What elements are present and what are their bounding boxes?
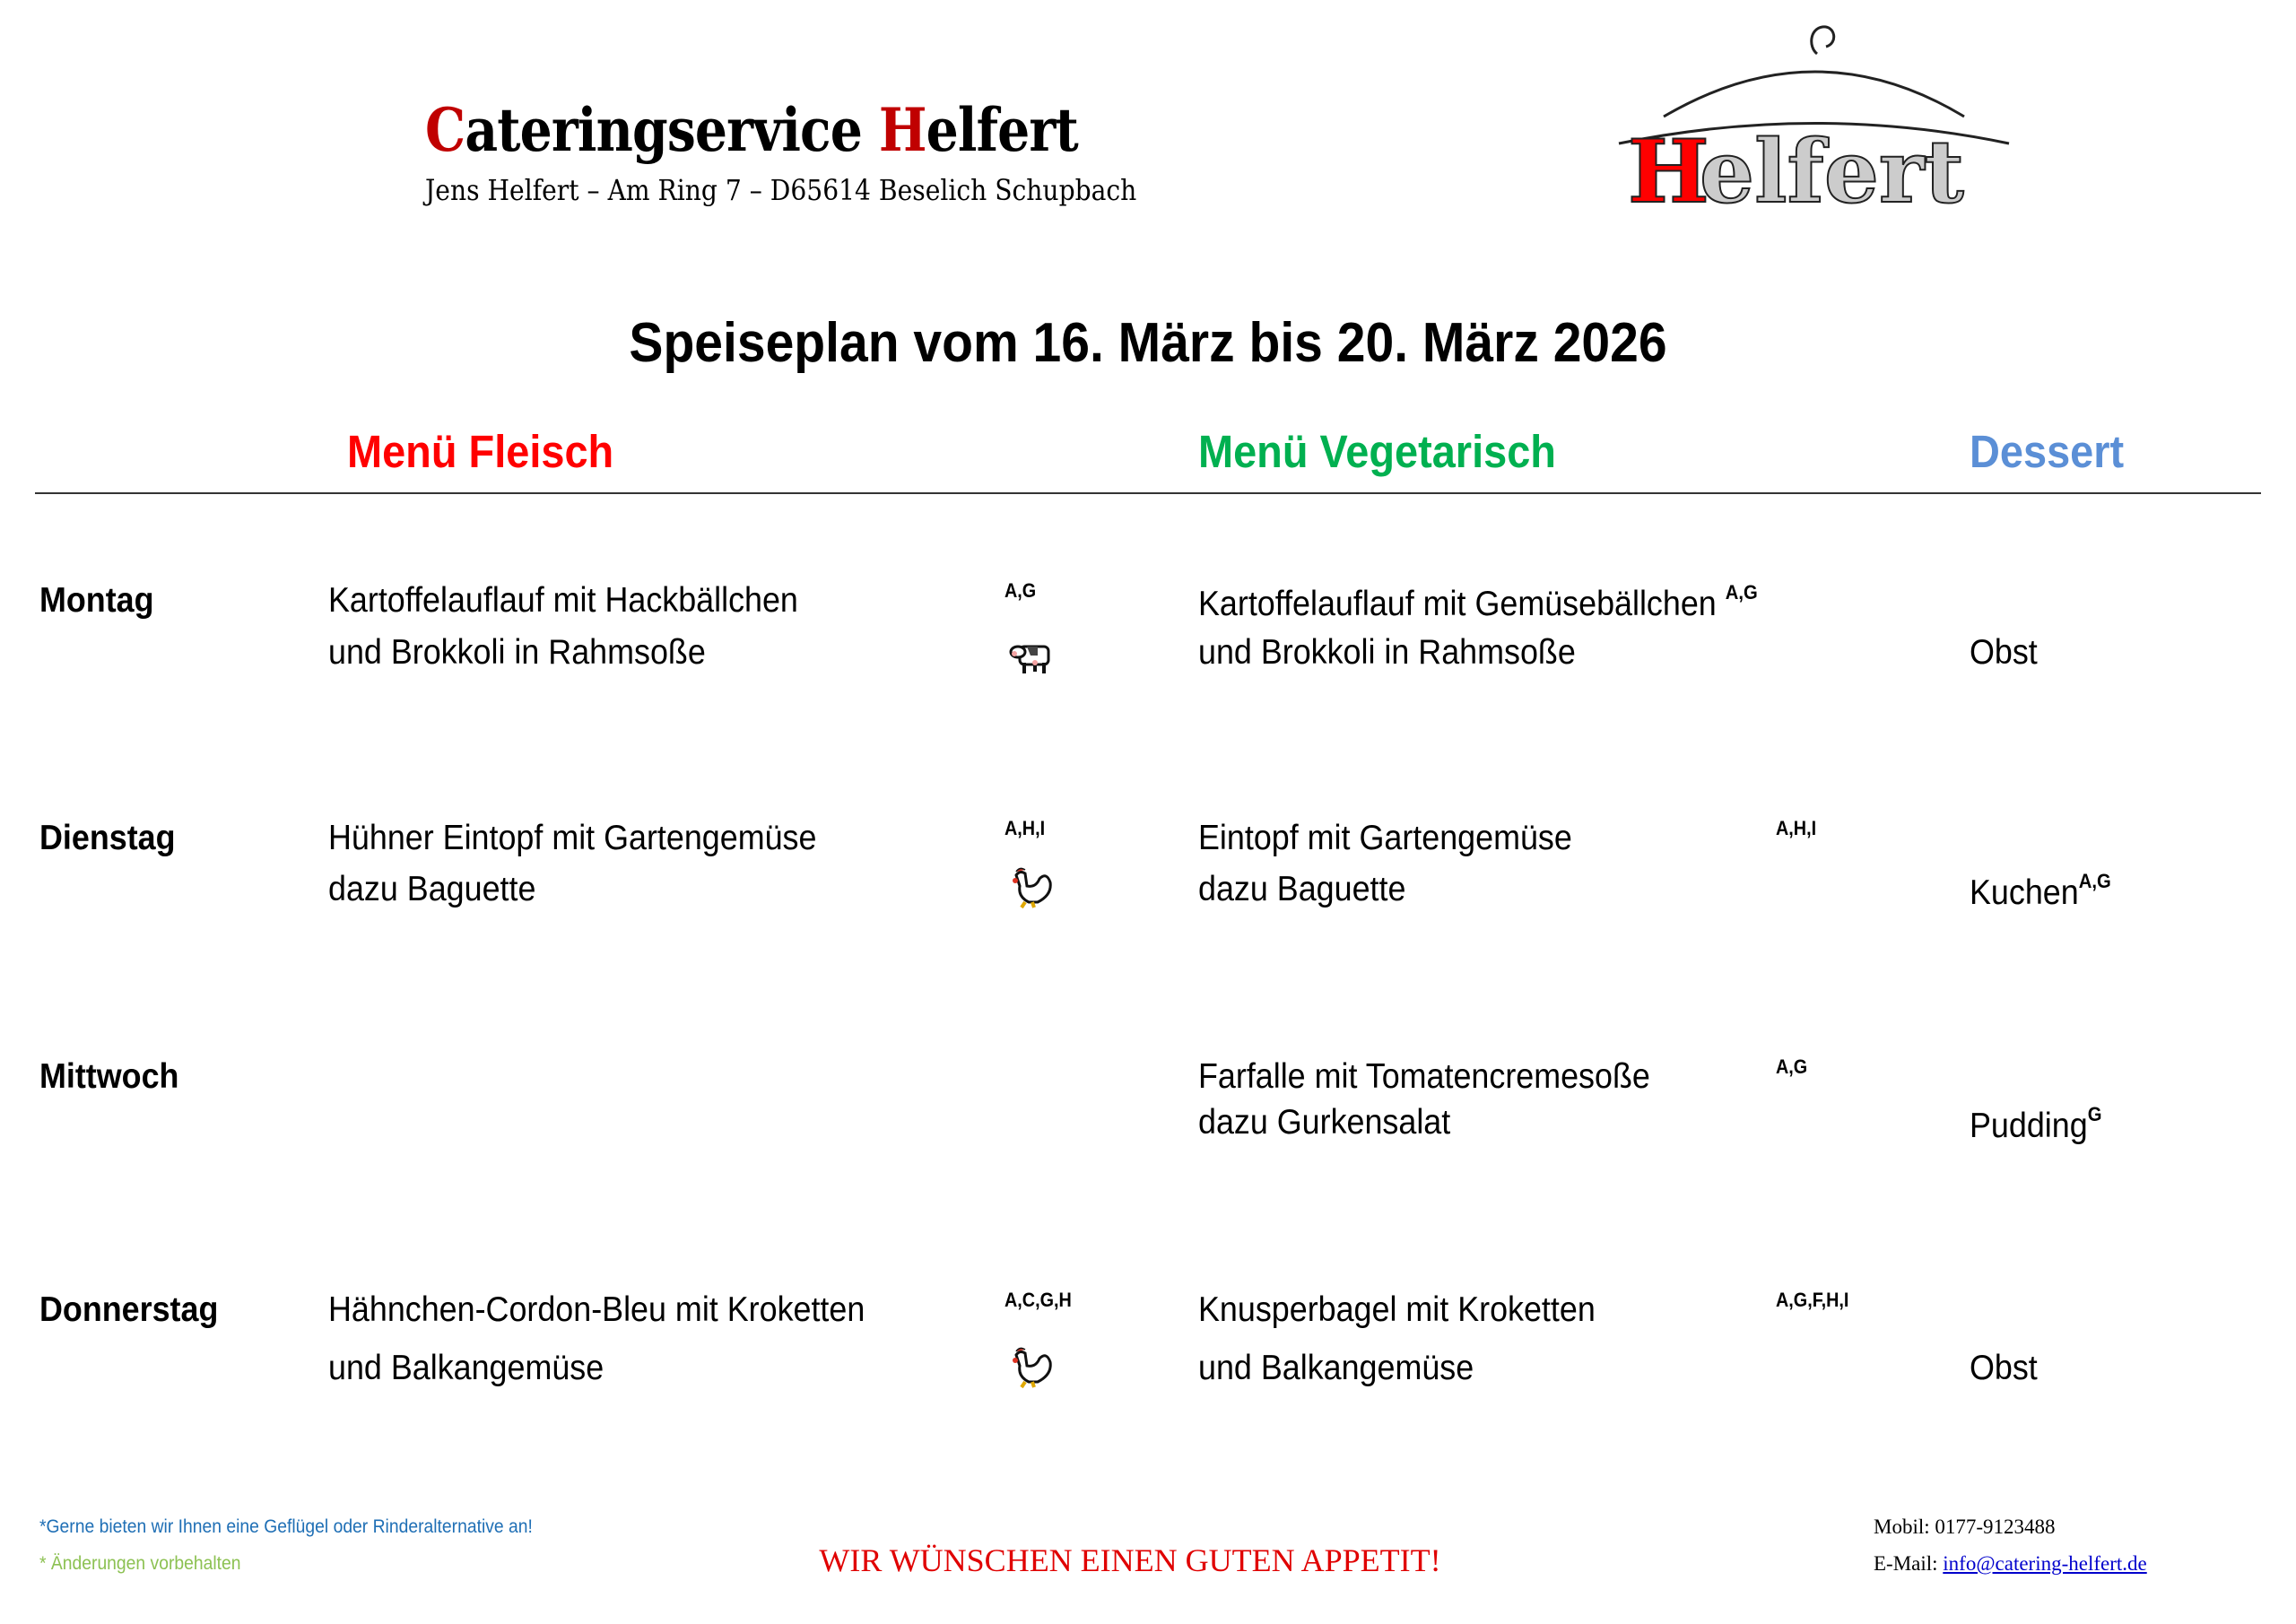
contact-email: [1874, 1553, 2147, 1574]
veg-dish-line1: [1198, 583, 1758, 621]
column-header-dessert: Dessert: [1970, 426, 2125, 477]
rooster-icon: [1007, 1342, 1054, 1389]
company-initial-h: H: [878, 95, 926, 165]
veg-dish-text: Kartoffelauflauf mit Gemüsebällchen: [1198, 585, 1717, 623]
footer-appetit: WIR WÜNSCHEN EINEN GUTEN APPETIT!: [819, 1542, 1441, 1578]
meat-dish-line2: und Brokkoli in Rahmsoße: [328, 633, 706, 672]
meat-allergens: A,C,G,H: [1004, 1289, 1072, 1311]
mobile-label: Mobil:: [1874, 1515, 1935, 1538]
cow-icon: [1007, 632, 1054, 679]
meat-allergens: A,G: [1004, 579, 1037, 602]
veg-dish-line1: Farfalle mit Tomatencremesoße: [1198, 1057, 1650, 1096]
veg-dish-line2: und Brokkoli in Rahmsoße: [1198, 633, 1576, 672]
day-label: Mittwoch: [39, 1057, 179, 1096]
meat-dish-line2: dazu Baguette: [328, 870, 536, 908]
column-header-vegetarian: Menü Vegetarisch: [1198, 426, 1556, 477]
meat-dish-line2: und Balkangemüse: [328, 1349, 604, 1387]
veg-allergens: A,G: [1725, 581, 1758, 604]
helfert-logo: [1605, 18, 2027, 211]
company-address: Jens Helfert – Am Ring 7 – D65614 Beselich Schupbach: [425, 173, 1137, 207]
dessert-label: Pudding: [1970, 1107, 2088, 1145]
email-link[interactable]: info@catering-helfert.de: [1943, 1552, 2147, 1575]
dessert: Obst: [1970, 633, 2038, 672]
column-header-meat: Menü Fleisch: [347, 426, 614, 477]
dessert-label: Kuchen: [1970, 873, 2079, 912]
contact-mobile: [1874, 1516, 2056, 1537]
dessert-allergens: G: [2087, 1103, 2102, 1125]
footer-note-changes: * Änderungen vorbehalten: [39, 1553, 241, 1574]
day-label: Montag: [39, 581, 154, 620]
dessert: [1970, 1105, 2101, 1143]
dessert-allergens: A,G: [2078, 870, 2111, 892]
company-name: [425, 95, 1078, 165]
veg-dish-line1: Eintopf mit Gartengemüse: [1198, 819, 1572, 857]
dessert: Obst: [1970, 1349, 2038, 1387]
svg-text:H: H: [1628, 121, 1709, 211]
company-name-part: ateringservice: [465, 95, 879, 165]
meat-allergens: A,H,I: [1004, 817, 1046, 839]
email-label: E-Mail:: [1874, 1552, 1944, 1575]
dessert: [1970, 872, 2111, 910]
meat-dish-line1: Kartoffelauflauf mit Hackbällchen: [328, 581, 798, 620]
header-divider: [35, 492, 2261, 494]
veg-dish-line2: und Balkangemüse: [1198, 1349, 1474, 1387]
rooster-icon: [1007, 863, 1054, 909]
footer-note-alternative: *Gerne bieten wir Ihnen eine Geflügel oder Rinderalternative an!: [39, 1516, 533, 1537]
veg-allergens: A,G,F,H,I: [1776, 1289, 1849, 1311]
veg-dish-line1: Knusperbagel mit Kroketten: [1198, 1290, 1596, 1329]
veg-allergens: A,G: [1776, 1055, 1808, 1078]
page-title: Speiseplan vom 16. März bis 20. März 2026: [629, 312, 1667, 374]
veg-allergens: A,H,I: [1776, 817, 1817, 839]
meat-dish-line1: Hühner Eintopf mit Gartengemüse: [328, 819, 817, 857]
cloche-icon: [1605, 18, 2027, 211]
meat-dish-line1: Hähnchen-Cordon-Bleu mit Kroketten: [328, 1290, 865, 1329]
day-label: Dienstag: [39, 819, 176, 857]
mobile-value: 0177-9123488: [1935, 1515, 2056, 1538]
company-name-part: elfert: [926, 95, 1078, 165]
veg-dish-line2: dazu Baguette: [1198, 870, 1406, 908]
svg-text:elfert: elfert: [1700, 121, 1964, 211]
company-initial-c: C: [425, 95, 465, 165]
day-label: Donnerstag: [39, 1290, 219, 1329]
veg-dish-line2: dazu Gurkensalat: [1198, 1103, 1451, 1142]
